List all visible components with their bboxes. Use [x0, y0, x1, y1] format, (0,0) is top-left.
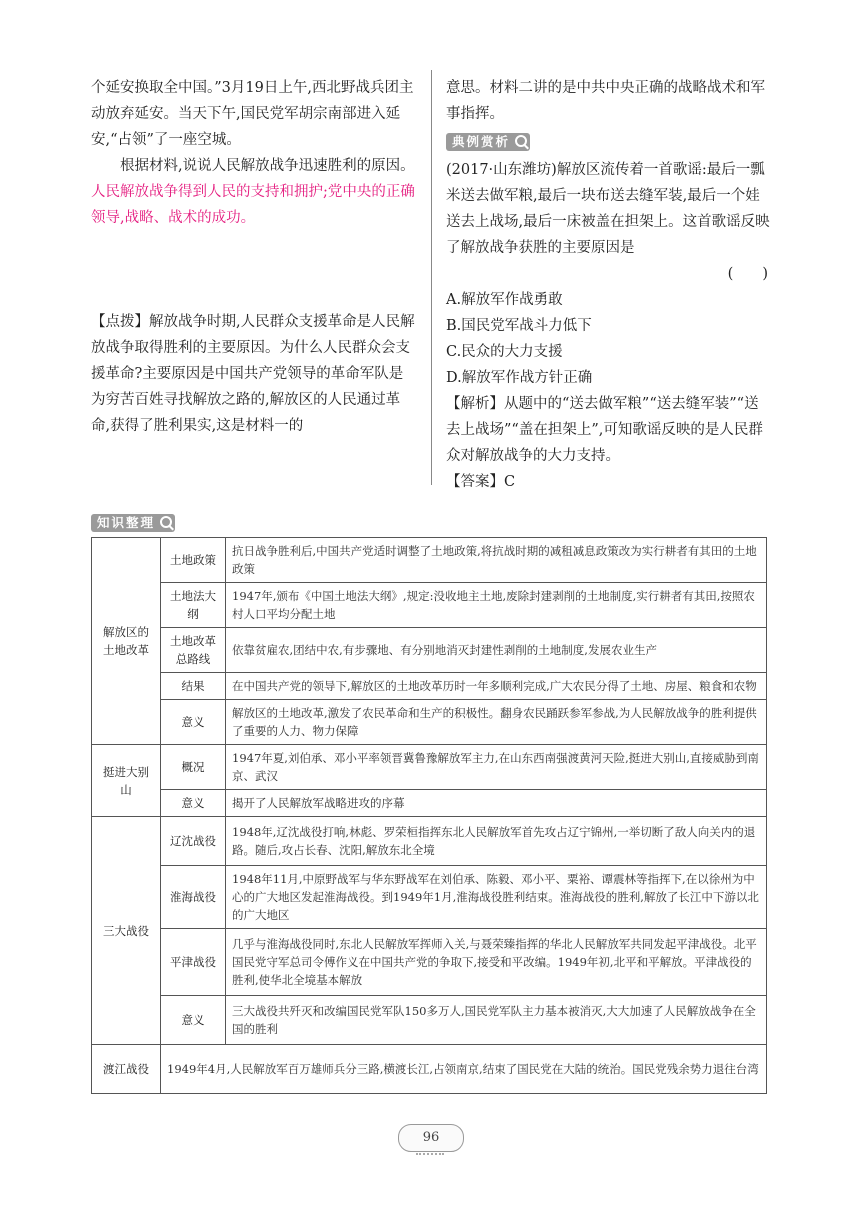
table-row [92, 700, 767, 745]
right-column [446, 75, 772, 495]
subcategory-cell: 土地改革总路线 [161, 628, 226, 673]
subcategory-cell: 辽沈战役 [161, 817, 226, 866]
category-cell: 渡江战役 [92, 1045, 161, 1094]
example-question: (2017·山东潍坊)解放区流传着一首歌谣:最后一瓢米送去做军粮,最后一块布送去缝军装,最后一个娃送去上战场,最后一床被盖在担架上。这首歌谣反映了解放战争获胜的主要原因是 [446, 162, 770, 256]
content-cell: 1948年,辽沈战役打响,林彪、罗荣桓指挥东北人民解放军首先攻占辽宁锦州,一举切断了敌人向关内的退路。随后,攻占长春、沈阳,解放东北全境 [226, 817, 767, 866]
content-cell: 1948年11月,中原野战军与华东野战军在刘伯承、陈毅、邓小平、粟裕、谭震林等指挥下,在以徐州为中心的广大地区发起淮海战役。到1949年1月,淮海战役胜利结束。淮海战役的胜利,解放了长江中下游以北的广大地区 [226, 866, 767, 929]
left-paragraph-1: 个延安换取全中国。”3月19日上午,西北野战兵团主动放弃延安。当天下午,国民党军胡宗南部进入延安,“占领”了一座空城。 [91, 80, 414, 148]
content-cell: 三大战役共歼灭和改编国民党军队150多万人,国民党军队主力基本被消灭,大大加速了人民解放战争在全国的胜利 [226, 996, 767, 1045]
hint-text: 【点拨】解放战争时期,人民群众支援革命是人民解放战争取得胜利的主要原因。为什么人民群众会支援革命?主要原因是中国共产党领导的革命军队是为穷苦百姓寻找解放之路的,解放区的人民通过革命,获得了胜利果实,这是材料一的 [91, 314, 415, 434]
knowledge-tag [91, 514, 175, 532]
right-paragraph-1: 意思。材料二讲的是中共中央正确的战略战术和军事指挥。 [446, 80, 765, 122]
magnifier-icon [160, 516, 172, 528]
subcategory-cell: 意义 [161, 996, 226, 1045]
table-row [92, 790, 767, 817]
table-row [92, 996, 767, 1045]
table-row [92, 583, 767, 628]
option-a: A.解放军作战勇敢 [446, 292, 563, 308]
knowledge-tag-label: 知识整理 [97, 515, 156, 530]
subcategory-cell: 土地法大纲 [161, 583, 226, 628]
option-d: D.解放军作战方针正确 [446, 370, 593, 386]
option-b: B.国民党军战斗力低下 [446, 318, 592, 334]
table-row [92, 817, 767, 866]
subcategory-cell: 结果 [161, 673, 226, 700]
subcategory-cell: 平津战役 [161, 929, 226, 996]
subcategory-cell: 土地政策 [161, 538, 226, 583]
analysis-text: 【解析】从题中的“送去做军粮”“送去缝军装”“送去上战场”“盖在担架上”,可知歌谣反映的是人民群众对解放战争的大力支持。 [446, 396, 763, 464]
answer-label: 【答案】C [446, 474, 516, 490]
table-row [92, 628, 767, 673]
content-cell: 1947年夏,刘伯承、邓小平率领晋冀鲁豫解放军主力,在山东西南强渡黄河天险,挺进大别山,直接威胁到南京、武汉 [226, 745, 767, 790]
content-cell: 在中国共产党的领导下,解放区的土地改革历时一年多顺利完成,广大农民分得了土地、房屋、粮食和农物 [226, 673, 767, 700]
subcategory-cell: 淮海战役 [161, 866, 226, 929]
magnifier-icon [515, 135, 527, 147]
content-cell: 几乎与淮海战役同时,东北人民解放军挥师入关,与聂荣臻指挥的华北人民解放军共同发起平津战役。北平国民党守军总司令傅作义在中国共产党的争取下,接受和平改编。1949年初,北平和平解放。平津战役的胜利,使华北全境基本解放 [226, 929, 767, 996]
answer-text: 人民解放战争得到人民的支持和拥护;党中央的正确领导,战略、战术的成功。 [91, 184, 415, 226]
answer-bracket: ( ) [727, 266, 768, 282]
category-cell: 解放区的土地改革 [92, 538, 161, 745]
content-cell: 1949年4月,人民解放军百万雄师兵分三路,横渡长江,占领南京,结束了国民党在大陆的统治。国民党残余势力退往台湾 [161, 1045, 767, 1094]
category-cell: 挺进大别山 [92, 745, 161, 817]
example-tag-label: 典例赏析 [452, 134, 511, 149]
left-column [91, 75, 417, 439]
option-c: C.民众的大力支援 [446, 344, 563, 360]
page-number-decoration [416, 1153, 444, 1158]
table-row [92, 673, 767, 700]
content-cell: 揭开了人民解放军战略进攻的序幕 [226, 790, 767, 817]
subcategory-cell: 意义 [161, 790, 226, 817]
example-tag [446, 133, 530, 151]
content-cell: 抗日战争胜利后,中国共产党适时调整了土地政策,将抗战时期的减租减息政策改为实行耕者有其田的土地政策 [226, 538, 767, 583]
content-cell: 1947年,颁布《中国土地法大纲》,规定:没收地主土地,废除封建剥削的土地制度,实行耕者有其田,按照农村人口平均分配土地 [226, 583, 767, 628]
column-divider [431, 70, 432, 485]
table-row [92, 538, 767, 583]
knowledge-table [91, 537, 767, 1094]
table-row [92, 929, 767, 996]
table-row [92, 1045, 767, 1094]
content-cell: 依靠贫雇农,团结中农,有步骤地、有分别地消灭封建性剥削的土地制度,发展农业生产 [226, 628, 767, 673]
subcategory-cell: 意义 [161, 700, 226, 745]
subcategory-cell: 概况 [161, 745, 226, 790]
page-number: 96 [398, 1124, 464, 1152]
category-cell: 三大战役 [92, 817, 161, 1045]
table-row [92, 866, 767, 929]
question-text: 根据材料,说说人民解放战争迅速胜利的原因。 [120, 158, 415, 174]
table-row [92, 745, 767, 790]
content-cell: 解放区的土地改革,激发了农民革命和生产的积极性。翻身农民踊跃参军参战,为人民解放战争的胜利提供了重要的人力、物力保障 [226, 700, 767, 745]
